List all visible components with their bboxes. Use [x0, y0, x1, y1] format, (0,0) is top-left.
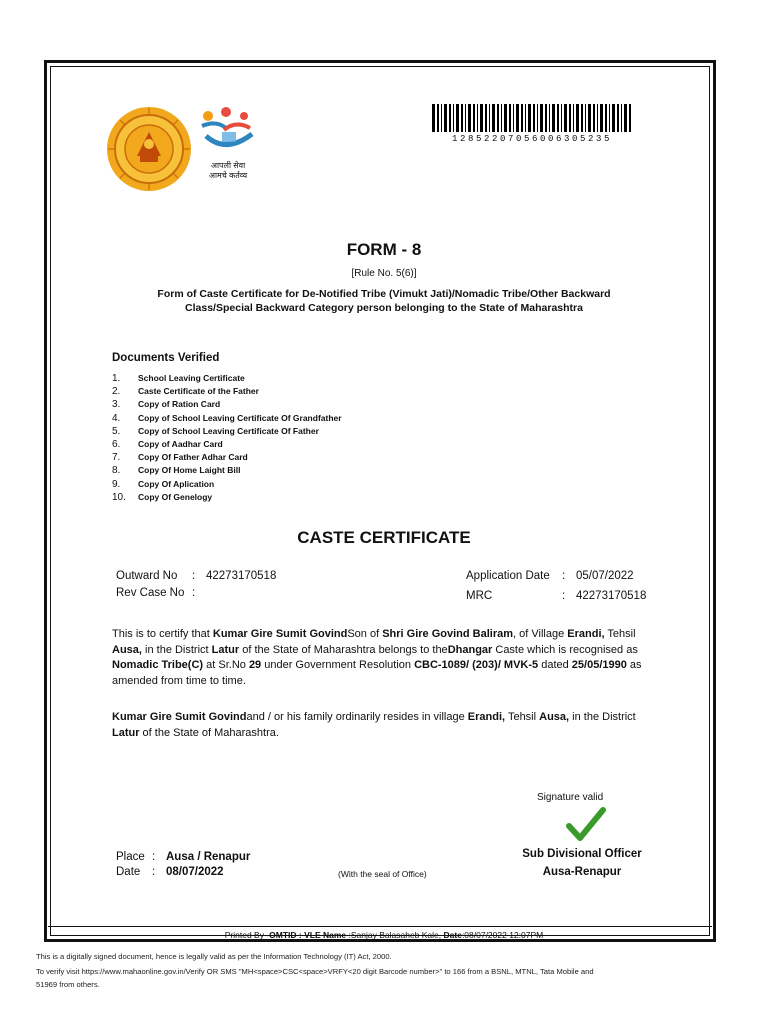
- verify-note: To verify visit https://www.mahaonline.gov.in/Verify OR SMS "MH<space>CSC<space>VRFY<20 digit Barcode number>" to 166 from a BSNL, MTNL, Tata Mobile and: [36, 967, 594, 976]
- maharashtra-government-seal-icon: [106, 106, 192, 192]
- barcode-bar: [489, 104, 490, 132]
- applicant-name: Kumar Gire Sumit Govind: [112, 711, 247, 723]
- barcode-bar: [432, 104, 435, 132]
- barcode-bar: [516, 104, 519, 132]
- barcode-bar: [612, 104, 615, 132]
- father-name: Shri Gire Govind Baliram: [382, 628, 514, 640]
- omtid-label: OMTID : VLE Name: [269, 930, 347, 940]
- field-label: Outward No: [116, 570, 178, 582]
- barcode-bar: [456, 104, 459, 132]
- item-label: Copy Of Home Laight Bill: [138, 465, 241, 476]
- item-number: 5.: [112, 425, 121, 437]
- barcode-bar: [540, 104, 543, 132]
- barcode-bar: [528, 104, 531, 132]
- officer-office: Ausa-Renapur: [542, 866, 622, 878]
- list-item: [112, 492, 342, 505]
- field-value: 05/07/2022: [576, 570, 634, 582]
- district: Latur: [211, 643, 240, 656]
- category: Nomadic Tribe(C): [112, 659, 204, 671]
- barcode-bar: [621, 104, 622, 132]
- officer-title: Sub Divisional Officer: [522, 848, 642, 860]
- issue-date: Date : 08/07/2022: [116, 866, 224, 878]
- item-label: Copy of School Leaving Certificate Of Father: [138, 425, 319, 436]
- field-label: Application Date: [466, 570, 550, 582]
- list-item: [112, 452, 342, 465]
- subtitle-line: Class/Special Backward Category person belonging to the State of Maharashtra: [185, 302, 583, 314]
- barcode-bar: [521, 104, 523, 132]
- logo-tagline-1: आपली सेवा: [210, 161, 246, 170]
- barcode-bar: [617, 104, 619, 132]
- barcode-bar: [473, 104, 475, 132]
- barcode-bar: [593, 104, 595, 132]
- outward-number: Outward No : 42273170518: [116, 570, 277, 582]
- barcode-bar: [461, 104, 463, 132]
- certificate-title: CASTE CERTIFICATE: [297, 528, 471, 547]
- barcode-bar: [444, 104, 447, 132]
- form-subtitle: [110, 287, 658, 315]
- list-item: [112, 386, 342, 399]
- item-label: Copy Of Genelogy: [138, 491, 213, 502]
- tehsil: Ausa,: [539, 711, 570, 723]
- item-label: Copy of Aadhar Card: [138, 438, 223, 449]
- item-number: 7.: [112, 452, 121, 464]
- government-resolution: CBC-1089/ (203)/ MVK-5: [414, 659, 539, 671]
- serial-number: 29: [248, 659, 262, 671]
- rev-case-number: Rev Case No :: [116, 587, 196, 599]
- resolution-date: 25/05/1990: [571, 659, 627, 671]
- field-label: Rev Case No: [116, 587, 185, 599]
- item-number: 10.: [112, 491, 126, 503]
- barcode-number: 12852207056006305235: [451, 134, 613, 144]
- barcode-bar: [525, 104, 526, 132]
- field-label: Place: [116, 851, 145, 863]
- barcode-bar: [585, 104, 586, 132]
- application-date: Application Date : 05/07/2022: [466, 570, 634, 582]
- barcode-bar: [576, 104, 579, 132]
- signature-status: Signature valid: [537, 792, 604, 803]
- barcode-bar: [581, 104, 583, 132]
- barcode-bar: [549, 104, 550, 132]
- barcode-bar: [600, 104, 603, 132]
- item-number: 2.: [112, 386, 121, 398]
- barcode-bar: [537, 104, 538, 132]
- barcode-bar: [533, 104, 535, 132]
- verify-note-cont: 51969 from others.: [36, 980, 100, 989]
- place: Place : Ausa / Renapur: [116, 851, 251, 863]
- barcode-bar: [492, 104, 495, 132]
- documents-list: [112, 373, 342, 505]
- barcode-bar: [569, 104, 571, 132]
- barcode-bar: [561, 104, 562, 132]
- barcode-bar: [513, 104, 514, 132]
- barcode-bar: [545, 104, 547, 132]
- subtitle-line: Form of Caste Certificate for De-Notified Tribe (Vimukt Jati)/Nomadic Tribe/Other Backward: [157, 288, 611, 300]
- list-item: [112, 373, 342, 386]
- seal-note: (With the seal of Office): [338, 869, 427, 879]
- barcode-bar: [465, 104, 466, 132]
- list-item: [112, 399, 342, 412]
- barcode-bar: [588, 104, 591, 132]
- item-number: 8.: [112, 465, 121, 477]
- printed-date: :08/07/2022 12:07PM: [461, 930, 544, 940]
- barcode-bar: [477, 104, 478, 132]
- green-checkmark-icon: [566, 806, 606, 844]
- item-label: Copy of Ration Card: [138, 399, 221, 410]
- list-item: [112, 439, 342, 452]
- barcode-bar: [441, 104, 442, 132]
- field-value: 08/07/2022: [166, 866, 224, 878]
- item-number: 6.: [112, 438, 121, 450]
- legal-note: This is a digitally signed document, hence is legally valid as per the Information Technology (IT) Act, 2000.: [36, 952, 392, 961]
- barcode-bar: [504, 104, 507, 132]
- applicant-name: Kumar Gire Sumit Govind: [212, 628, 348, 640]
- barcode-bar: [609, 104, 610, 132]
- aaple-sarkar-logo-icon: [196, 106, 260, 186]
- district: Latur: [112, 726, 140, 739]
- rule-number: [Rule No. 5(6)]: [351, 268, 417, 279]
- barcode-bar: [552, 104, 555, 132]
- certificate-paragraph-1: This is to certify that Kumar Gire Sumit GovindSon of Shri Gire Govind Baliram, of Village Erandi, Tehsil Ausa, in the District Latur of the State of Maharashtra belongs to theDhangar Caste which is recognised as Nomadic Tribe(C) at Sr.No 29 under Government Resolution CBC-1089/ (203)/ MVK-5 dated 25/05/1990 as amended from time to time.: [112, 628, 642, 687]
- barcode-bar: [497, 104, 499, 132]
- item-number: 9.: [112, 478, 121, 490]
- barcode-bar: [480, 104, 483, 132]
- date-label: Date: [443, 930, 462, 940]
- printed-by: Printed By -OMTID : VLE Name :Sanjay Balasaheb Kale, Date:08/07/2022 12:07PM: [224, 930, 544, 940]
- list-item: [112, 413, 342, 426]
- barcode-bar: [509, 104, 511, 132]
- list-item: [112, 479, 342, 492]
- list-item: [112, 426, 342, 439]
- village: Erandi,: [467, 711, 506, 723]
- tehsil: Ausa,: [112, 643, 142, 656]
- barcode-bar: [605, 104, 607, 132]
- item-label: Copy Of Aplication: [138, 478, 215, 489]
- item-label: Caste Certificate of the Father: [138, 386, 259, 397]
- mrc-number: MRC : 42273170518: [466, 590, 647, 602]
- item-label: Copy of School Leaving Certificate Of Grandfather: [138, 412, 342, 423]
- barcode-bar: [629, 104, 631, 132]
- barcode-bar: [453, 104, 454, 132]
- village: Erandi,: [567, 628, 605, 640]
- barcode-bar: [437, 104, 439, 132]
- footer-divider: [48, 926, 712, 927]
- barcode-bar: [624, 104, 627, 132]
- logo-tagline-2: आमचे कर्तव्य: [208, 171, 248, 180]
- item-number: 3.: [112, 399, 121, 411]
- caste: Dhangar: [447, 643, 493, 656]
- barcode-bar: [485, 104, 487, 132]
- item-label: School Leaving Certificate: [138, 373, 245, 383]
- field-value: 42273170518: [206, 570, 277, 582]
- certificate-paragraph-2: Kumar Gire Sumit Govindand / or his family ordinarily resides in village Erandi, Tehsil Ausa, in the District Latur of the State of Maharashtra.: [112, 711, 636, 739]
- field-value: 42273170518: [576, 590, 647, 602]
- item-number: 4.: [112, 412, 121, 424]
- field-label: Date: [116, 866, 141, 878]
- barcode-bar: [557, 104, 559, 132]
- documents-heading: Documents Verified: [112, 352, 220, 364]
- field-value: Ausa / Renapur: [166, 851, 251, 863]
- barcode-bar: [597, 104, 598, 132]
- barcode-bar: [573, 104, 574, 132]
- field-label: MRC: [466, 590, 493, 602]
- barcode-bar: [501, 104, 502, 132]
- barcode-bar: [449, 104, 451, 132]
- item-label: Copy Of Father Adhar Card: [138, 452, 248, 463]
- barcode-bar: [564, 104, 567, 132]
- list-item: [112, 465, 342, 478]
- barcode-bar: [468, 104, 471, 132]
- item-number: 1.: [112, 373, 121, 384]
- form-title: FORM - 8: [346, 240, 422, 259]
